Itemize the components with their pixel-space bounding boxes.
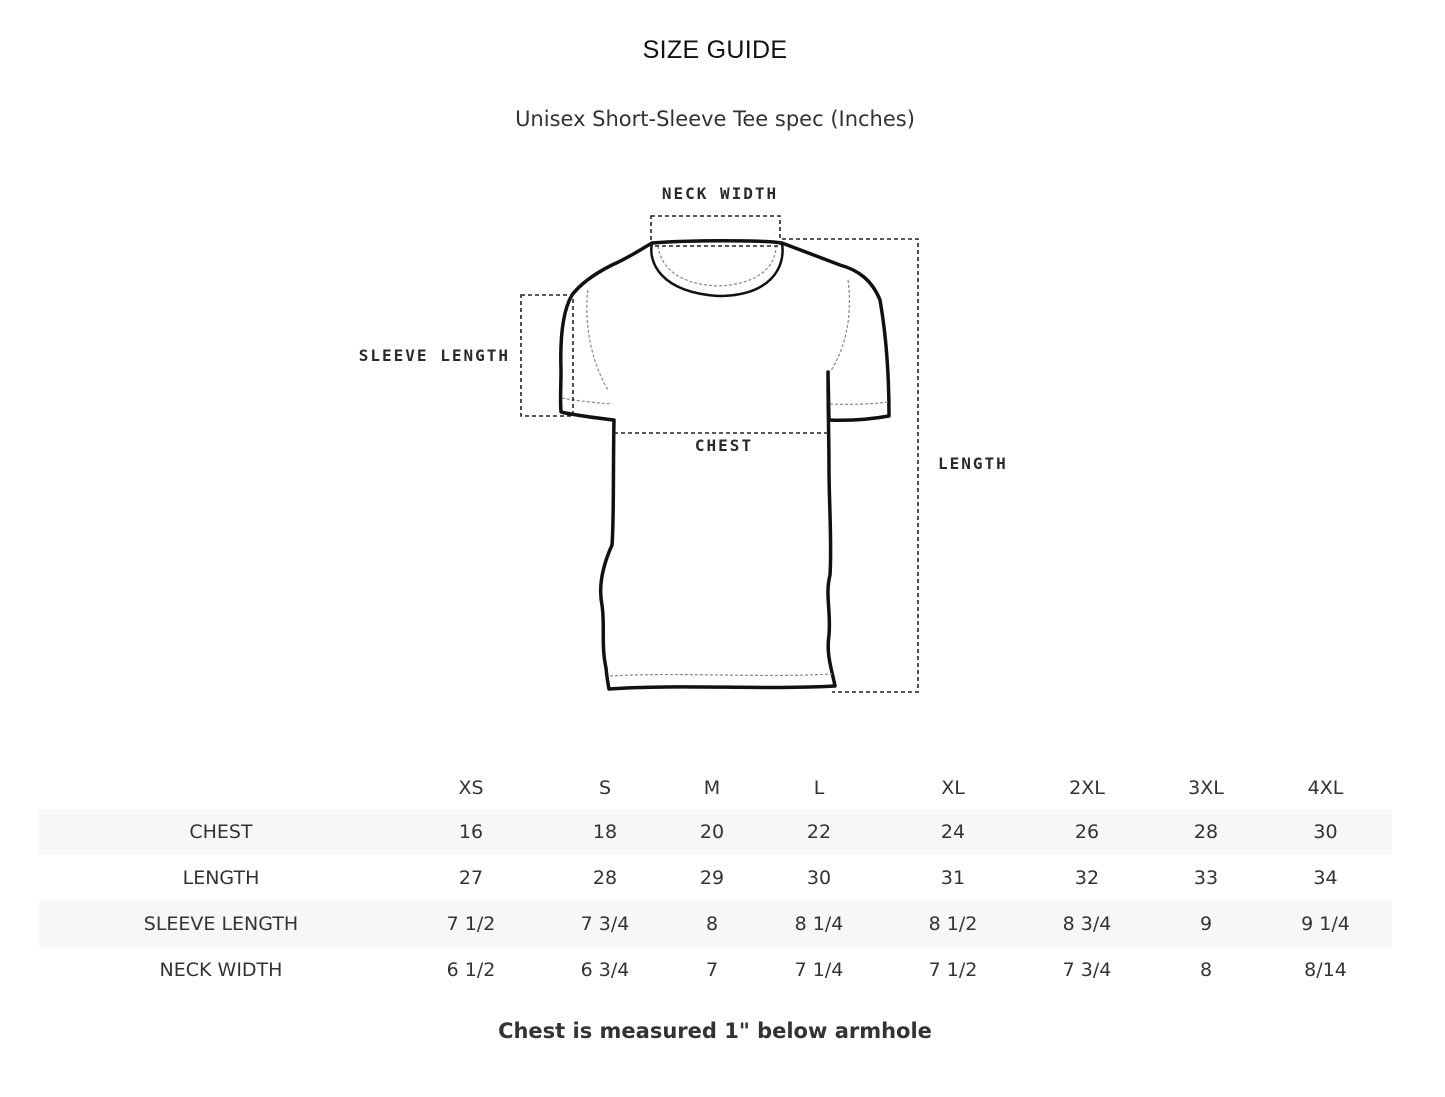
size-header-row	[39, 767, 1392, 809]
neck-collar	[651, 243, 782, 296]
table-cell: 24	[940, 821, 966, 843]
page-subtitle: Unisex Short-Sleeve Tee spec (Inches)	[515, 107, 915, 131]
table-cell: 9	[1199, 913, 1213, 935]
table-cell: 8	[1199, 959, 1213, 981]
table-cell: 20	[699, 821, 725, 843]
neck-width-label: NECK WIDTH	[661, 184, 779, 203]
corner-cell	[39, 767, 403, 809]
table-cell: 8/14	[1304, 959, 1347, 981]
table-row	[39, 947, 1392, 993]
table-cell: 7 1/4	[794, 959, 844, 981]
size-header: XL	[941, 777, 965, 799]
page-title: SIZE GUIDE	[642, 36, 788, 64]
table-row	[39, 901, 1392, 947]
table-cell: 8	[705, 913, 719, 935]
row-label: CHEST	[189, 821, 253, 843]
table-cell: 28	[1193, 821, 1219, 843]
table-cell: 8 1/4	[794, 913, 844, 935]
table-cell: 7 1/2	[928, 959, 978, 981]
row-label: NECK WIDTH	[159, 959, 283, 981]
tshirt-outline	[561, 241, 889, 689]
table-cell: 6 3/4	[580, 959, 630, 981]
size-header: S	[598, 777, 612, 799]
measurement-note: Chest is measured 1" below armhole	[498, 1019, 932, 1043]
sleeve-length-label: SLEEVE LENGTH	[358, 346, 510, 365]
size-header: 2XL	[1069, 777, 1105, 799]
table-row	[39, 855, 1392, 901]
table-cell: 6 1/2	[446, 959, 496, 981]
row-label: SLEEVE LENGTH	[143, 913, 299, 935]
table-cell: 33	[1193, 867, 1219, 889]
size-table	[39, 767, 1392, 993]
table-cell: 9 1/4	[1301, 913, 1350, 935]
table-cell: 22	[806, 821, 832, 843]
table-cell: 30	[1313, 821, 1338, 843]
table-cell: 7 1/2	[446, 913, 496, 935]
table-cell: 27	[458, 867, 484, 889]
length-guide	[782, 239, 918, 692]
length-label: LENGTH	[938, 454, 1008, 473]
table-cell: 34	[1313, 867, 1338, 889]
table-cell: 16	[458, 821, 484, 843]
size-header: L	[813, 777, 825, 799]
table-cell: 8 1/2	[928, 913, 978, 935]
size-header: XS	[458, 777, 484, 799]
table-cell: 7 3/4	[580, 913, 630, 935]
table-row	[39, 809, 1392, 855]
table-cell: 7	[705, 959, 719, 981]
chest-label: CHEST	[694, 436, 754, 455]
table-cell: 7 3/4	[1062, 959, 1112, 981]
table-cell: 18	[592, 821, 618, 843]
table-cell: 26	[1074, 821, 1100, 843]
table-cell: 32	[1074, 867, 1100, 889]
size-header: 3XL	[1188, 777, 1224, 799]
table-cell: 30	[806, 867, 832, 889]
table-cell: 28	[592, 867, 618, 889]
table-cell: 8 3/4	[1062, 913, 1112, 935]
table-cell: 31	[940, 867, 966, 889]
table-cell: 29	[699, 867, 725, 889]
row-label: LENGTH	[182, 867, 260, 889]
size-header: M	[703, 777, 721, 799]
size-header: 4XL	[1307, 777, 1344, 799]
